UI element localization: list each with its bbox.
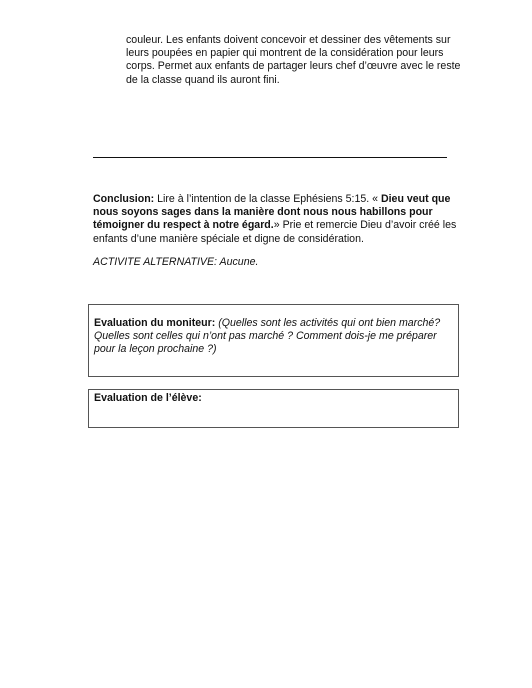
conclusion-quote: Dieu veut que nous soyons sages dans la manière dont nous nous habillons pour témoigner du respect à notre égard. [93,193,451,232]
conclusion-paragraph [93,193,463,246]
monitor-evaluation-box [88,304,459,377]
horizontal-divider [93,157,447,158]
monitor-evaluation-label: Evaluation du moniteur: [94,317,216,329]
conclusion-closing-text: » Prie et remercie Dieu d’avoir créé les enfants d’une manière spéciale et digne de considération. [93,219,457,245]
monitor-evaluation-content [94,317,452,357]
intro-text: couleur. Les enfants doivent concevoir et dessiner des vêtements sur leurs poupées en papier qui montrent de la considération pour leurs corps. Permet aux enfants de partager leurs chef d’œuvre avec le reste de la classe quand ils auront fini. [126,34,461,86]
intro-paragraph [126,34,466,87]
student-evaluation-content [94,392,452,405]
monitor-evaluation-question: (Quelles sont les activités qui ont bien marché? Quelles sont celles qui n’ont pas marché ? Comment dois-je me préparer pour la leçon prochaine ?) [94,317,441,356]
conclusion-label: Conclusion: [93,193,155,205]
student-evaluation-label: Evaluation de l’élève: [94,392,202,404]
alternative-activity-text: ACTIVITE ALTERNATIVE: Aucune. [93,256,259,268]
alternative-activity [93,256,463,269]
conclusion-intro-text: Lire à l’intention de la classe Ephésiens 5:15. « [154,193,381,205]
student-evaluation-box [88,389,459,428]
